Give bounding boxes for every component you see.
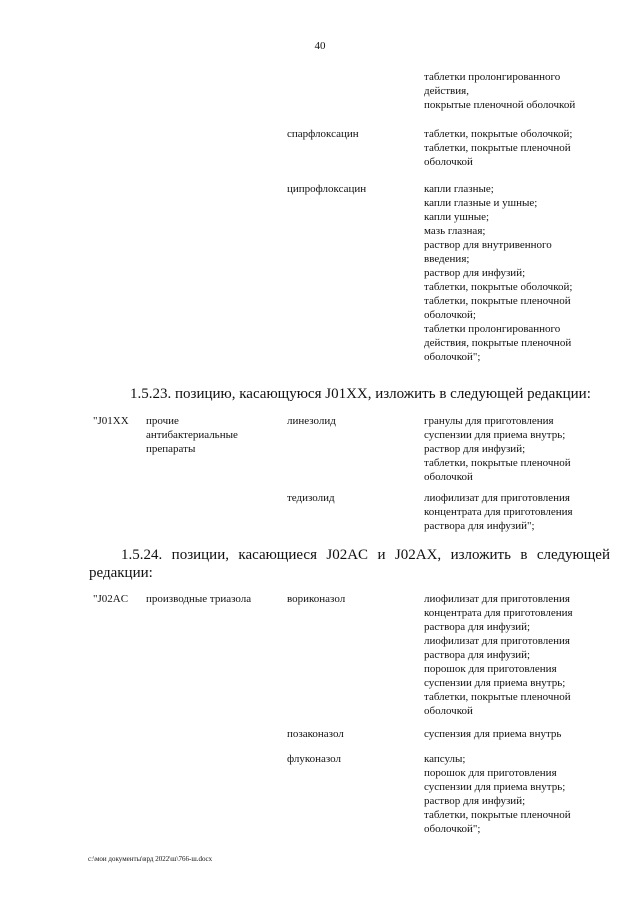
section-heading: 1.5.24. позиции, касающиеся J02AC и J02AX, изложить в следующей xyxy=(121,547,610,563)
pharm-group xyxy=(146,592,281,606)
form-line: таблетки, покрытые пленочной xyxy=(424,457,571,469)
form-line: концентрата для приготовления xyxy=(424,607,573,619)
group-line: антибактериальные xyxy=(146,429,238,441)
form-line: суспензии для приема внутрь; xyxy=(424,677,566,689)
drug-forms xyxy=(424,491,614,533)
form-line: таблетки, покрытые пленочной xyxy=(424,691,571,703)
pharm-group xyxy=(146,414,281,456)
form-line: суспензия для приема внутрь xyxy=(424,728,562,740)
form-line: действия, покрытые пленочной xyxy=(424,337,572,349)
atc-code: "J02AC xyxy=(93,593,129,605)
form-line: таблетки, покрытые пленочной xyxy=(424,295,571,307)
form-line: лиофилизат для приготовления xyxy=(424,593,570,605)
forms-continued xyxy=(424,70,614,112)
form-line: таблетки, покрытые пленочной xyxy=(424,142,571,154)
drug-name: флуконазол xyxy=(287,753,342,765)
page-number: 40 xyxy=(314,40,326,52)
form-line: оболочкой xyxy=(424,471,473,483)
drug-name: ципрофлоксацин xyxy=(287,183,367,195)
form-line: порошок для приготовления xyxy=(424,663,557,675)
form-line: оболочкой"; xyxy=(424,823,481,835)
form-line: раствор для инфузий; xyxy=(424,267,526,279)
form-line: таблетки, покрытые оболочкой; xyxy=(424,281,573,293)
form-line: таблетки пролонгированного xyxy=(424,323,561,335)
drug-name: тедизолид xyxy=(287,492,335,504)
form-line: раствор для инфузий; xyxy=(424,795,526,807)
form-line: суспензии для приема внутрь; xyxy=(424,429,566,441)
drug-forms xyxy=(424,727,614,741)
form-line: лиофилизат для приготовления xyxy=(424,635,570,647)
form-line: гранулы для приготовления xyxy=(424,415,554,427)
group-line: препараты xyxy=(146,443,196,455)
form-line: капсулы; xyxy=(424,753,466,765)
form-line: лиофилизат для приготовления xyxy=(424,492,570,504)
group-line: производные триазола xyxy=(146,593,252,605)
form-line: порошок для приготовления xyxy=(424,767,557,779)
form-line: раствора для инфузий"; xyxy=(424,520,535,532)
form-line: раствор для внутривенного xyxy=(424,239,552,251)
drug-forms xyxy=(424,414,614,484)
drug-forms xyxy=(424,592,614,718)
form-line: таблетки пролонгированного xyxy=(424,71,561,83)
drug-name: вориконазол xyxy=(287,593,346,605)
atc-code: "J01XX xyxy=(93,415,129,427)
form-line: капли ушные; xyxy=(424,211,490,223)
footer-file-path: c:\мои документы\врд 2022\ш\766-ш.docx xyxy=(88,855,213,863)
form-line: оболочкой xyxy=(424,156,473,168)
form-line: действия, xyxy=(424,85,469,97)
form-line: раствор для инфузий; xyxy=(424,443,526,455)
form-line: капли глазные; xyxy=(424,183,494,195)
drug-name: спарфлоксацин xyxy=(287,128,359,140)
form-line: суспензии для приема внутрь; xyxy=(424,781,566,793)
form-line: оболочкой; xyxy=(424,309,476,321)
drug-forms xyxy=(424,752,614,836)
form-line: оболочкой xyxy=(424,705,473,717)
form-line: мазь глазная; xyxy=(424,225,486,237)
form-line: раствора для инфузий; xyxy=(424,649,531,661)
drug-forms xyxy=(424,182,614,364)
group-line: прочие xyxy=(146,415,179,427)
drug-name: линезолид xyxy=(287,415,336,427)
section-heading: 1.5.23. позицию, касающуюся J01XX, изложить в следующей редакции: xyxy=(130,386,591,402)
form-line: введения; xyxy=(424,253,470,265)
form-line: капли глазные и ушные; xyxy=(424,197,538,209)
form-line: концентрата для приготовления xyxy=(424,506,573,518)
form-line: таблетки, покрытые оболочкой; xyxy=(424,128,573,140)
drug-forms xyxy=(424,127,614,169)
form-line: покрытые пленочной оболочкой xyxy=(424,99,576,111)
drug-name: позаконазол xyxy=(287,728,344,740)
form-line: раствора для инфузий; xyxy=(424,621,531,633)
form-line: таблетки, покрытые пленочной xyxy=(424,809,571,821)
form-line: оболочкой"; xyxy=(424,351,481,363)
section-heading-continuation: редакции: xyxy=(89,565,153,581)
